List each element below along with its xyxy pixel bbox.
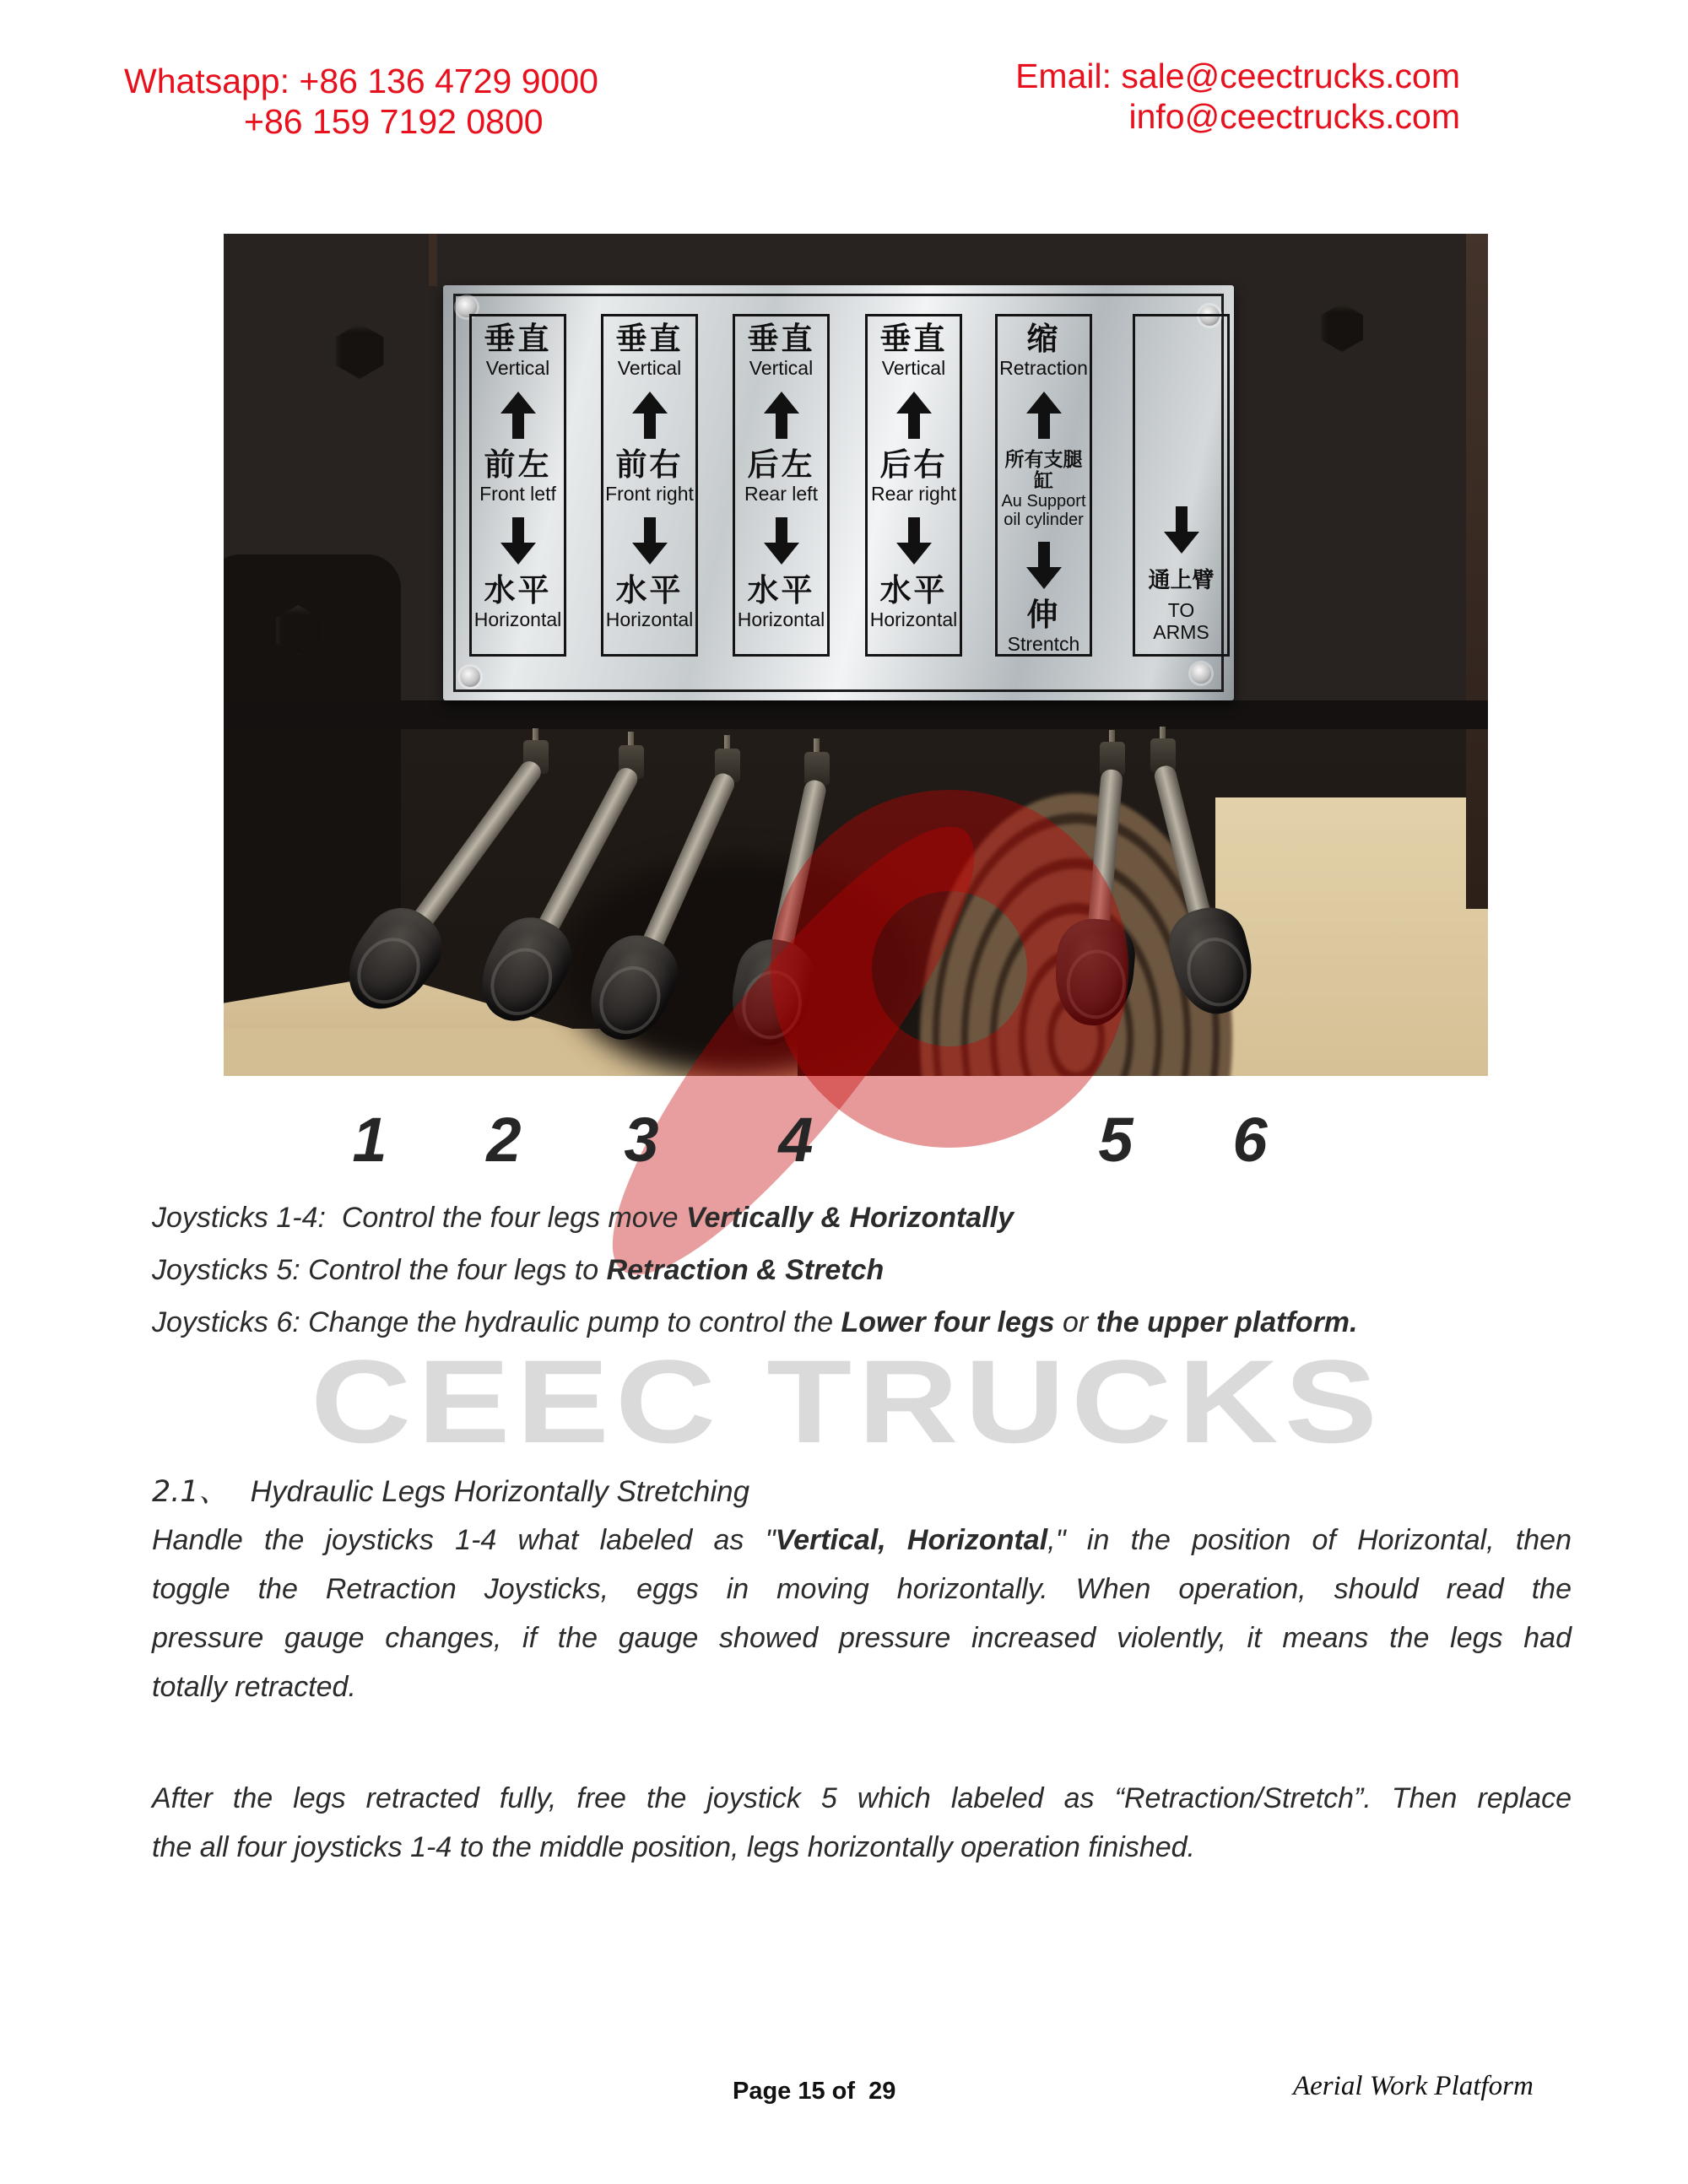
paragraph2-line2: the all four joysticks 1-4 to the middle position, legs horizontally operation finished. bbox=[152, 1831, 1196, 1863]
arrow-down-icon bbox=[764, 517, 799, 565]
label-en: Horizontal bbox=[869, 608, 958, 630]
brand-watermark: CEEC TRUCKS bbox=[311, 1335, 1384, 1468]
paragraph1-line1 bbox=[152, 1524, 1572, 1557]
label-en: Front letf bbox=[479, 482, 556, 505]
paragraph1-line2: toggle the Retraction Joysticks, eggs in moving horizontally. When operation, should read the bbox=[152, 1573, 1572, 1605]
email-line2: info@ceectrucks.com bbox=[1128, 97, 1460, 136]
label-en: Front right bbox=[605, 482, 694, 505]
caption-bold: Vertically & Horizontally bbox=[686, 1202, 1014, 1234]
caption-bold: Lower four legs bbox=[841, 1306, 1055, 1338]
caption-text: or bbox=[1054, 1306, 1096, 1338]
label-cn: 前右 bbox=[615, 446, 684, 483]
plate-column-rear-right bbox=[865, 314, 962, 657]
section-title: Hydraulic Legs Horizontally Stretching bbox=[250, 1475, 750, 1508]
arrow-up-icon bbox=[1026, 392, 1062, 438]
label-cn: 垂直 bbox=[747, 321, 815, 357]
joystick-number-4: 4 bbox=[778, 1105, 814, 1175]
label-cn: 水平 bbox=[879, 571, 948, 608]
label-cn: 所有支腿缸 bbox=[1004, 448, 1083, 492]
joystick-number-2: 2 bbox=[486, 1105, 522, 1175]
plate-column-front-left bbox=[469, 314, 566, 657]
caption-bold: the upper platform. bbox=[1096, 1306, 1358, 1338]
label-en: Horizontal bbox=[737, 608, 825, 630]
plate-frame bbox=[453, 294, 1224, 692]
arrow-up-icon bbox=[764, 392, 799, 439]
instruction-plate bbox=[443, 285, 1234, 700]
arrow-down-icon bbox=[632, 517, 668, 565]
section-number: 2.1、 bbox=[152, 1475, 229, 1509]
label-en: Vertical bbox=[749, 356, 814, 379]
caption-joysticks-5 bbox=[152, 1254, 884, 1287]
joystick-number-3: 3 bbox=[624, 1105, 659, 1175]
body-bold: Vertical, Horizontal bbox=[775, 1524, 1048, 1556]
arrow-down-icon bbox=[500, 517, 536, 565]
label-en: Au Support bbox=[1001, 492, 1086, 511]
label-en: ARMS bbox=[1153, 620, 1209, 643]
plate-column-to-arms bbox=[1133, 314, 1230, 657]
plate-column-rear-left bbox=[733, 314, 830, 657]
photo-right-edge bbox=[1466, 234, 1488, 909]
label-en: Vertical bbox=[617, 356, 682, 379]
arrow-up-icon bbox=[896, 392, 932, 439]
paragraph2-line1: After the legs retracted fully, free the joystick 5 which labeled as “Retraction/Stretch”. Then replace bbox=[152, 1782, 1572, 1814]
whatsapp-line1: Whatsapp: +86 136 4729 9000 bbox=[124, 62, 598, 100]
body-text: ," in the position of Horizontal, then bbox=[1047, 1524, 1572, 1556]
valve-rail bbox=[224, 700, 1488, 729]
label-en: Retraction bbox=[999, 356, 1088, 379]
joystick-number-6: 6 bbox=[1232, 1105, 1268, 1175]
caption-text: Joysticks 5: Control the four legs to bbox=[152, 1254, 607, 1286]
label-cn: 伸 bbox=[1026, 597, 1061, 634]
caption-text: Joysticks 1-4: Control the four legs move bbox=[152, 1202, 687, 1234]
label-en: TO bbox=[1167, 598, 1195, 621]
joystick-number-5: 5 bbox=[1098, 1105, 1133, 1175]
frame-seam bbox=[429, 234, 437, 286]
hex-bolt-icon bbox=[332, 323, 387, 379]
label-en: Vertical bbox=[881, 356, 946, 379]
label-en: Vertical bbox=[485, 356, 550, 379]
arrow-up-icon bbox=[500, 392, 536, 439]
page-number: Page 15 of 29 bbox=[733, 2078, 896, 2105]
whatsapp-line2: +86 159 7192 0800 bbox=[244, 102, 544, 141]
label-en: Strentch bbox=[1007, 632, 1080, 655]
label-cn: 水平 bbox=[615, 571, 684, 608]
label-cn: 垂直 bbox=[484, 321, 552, 357]
label-cn: 垂直 bbox=[879, 321, 948, 357]
label-cn: 缩 bbox=[1026, 321, 1061, 357]
screw-icon bbox=[1191, 663, 1211, 684]
caption-text: Joysticks 6: Change the hydraulic pump to control the bbox=[152, 1306, 841, 1338]
screw-icon bbox=[460, 667, 480, 687]
header-whatsapp bbox=[124, 61, 598, 142]
caption-joysticks-1-4 bbox=[152, 1202, 1014, 1235]
label-en: Rear right bbox=[871, 482, 956, 505]
label-en: Horizontal bbox=[473, 608, 562, 630]
arrow-down-icon bbox=[1164, 506, 1199, 554]
label-en: Horizontal bbox=[605, 608, 694, 630]
plate-column-retraction-stretch bbox=[995, 314, 1092, 657]
email-line1: Email: sale@ceectrucks.com bbox=[1015, 57, 1460, 95]
control-panel-photo bbox=[224, 234, 1488, 1076]
section-heading bbox=[152, 1468, 749, 1511]
arrow-down-icon bbox=[896, 517, 932, 565]
joystick-number-1: 1 bbox=[352, 1105, 387, 1175]
label-en: Rear left bbox=[744, 482, 818, 505]
label-cn: 垂直 bbox=[615, 321, 684, 357]
header-email bbox=[874, 56, 1460, 137]
label-cn: 后右 bbox=[879, 446, 948, 483]
label-cn: 通上臂 bbox=[1148, 568, 1215, 594]
paragraph1-line4: totally retracted. bbox=[152, 1671, 356, 1703]
ground-right bbox=[1215, 797, 1488, 1076]
label-cn: 前左 bbox=[484, 446, 552, 483]
document-title: Aerial Work Platform bbox=[1293, 2071, 1534, 2101]
arrow-down-icon bbox=[1026, 543, 1062, 589]
plate-column-front-right bbox=[601, 314, 698, 657]
caption-bold: Retraction & Stretch bbox=[606, 1254, 885, 1286]
label-en: oil cylinder bbox=[1004, 511, 1084, 530]
arrow-up-icon bbox=[632, 392, 668, 439]
label-cn: 后左 bbox=[747, 446, 815, 483]
body-text: Handle the joysticks 1-4 what labeled as " bbox=[152, 1524, 776, 1556]
label-cn: 水平 bbox=[484, 571, 552, 608]
hex-bolt-icon bbox=[1317, 303, 1366, 352]
paragraph1-line3: pressure gauge changes, if the gauge showed pressure increased violently, it means the legs had bbox=[152, 1622, 1572, 1654]
label-cn: 水平 bbox=[747, 571, 815, 608]
